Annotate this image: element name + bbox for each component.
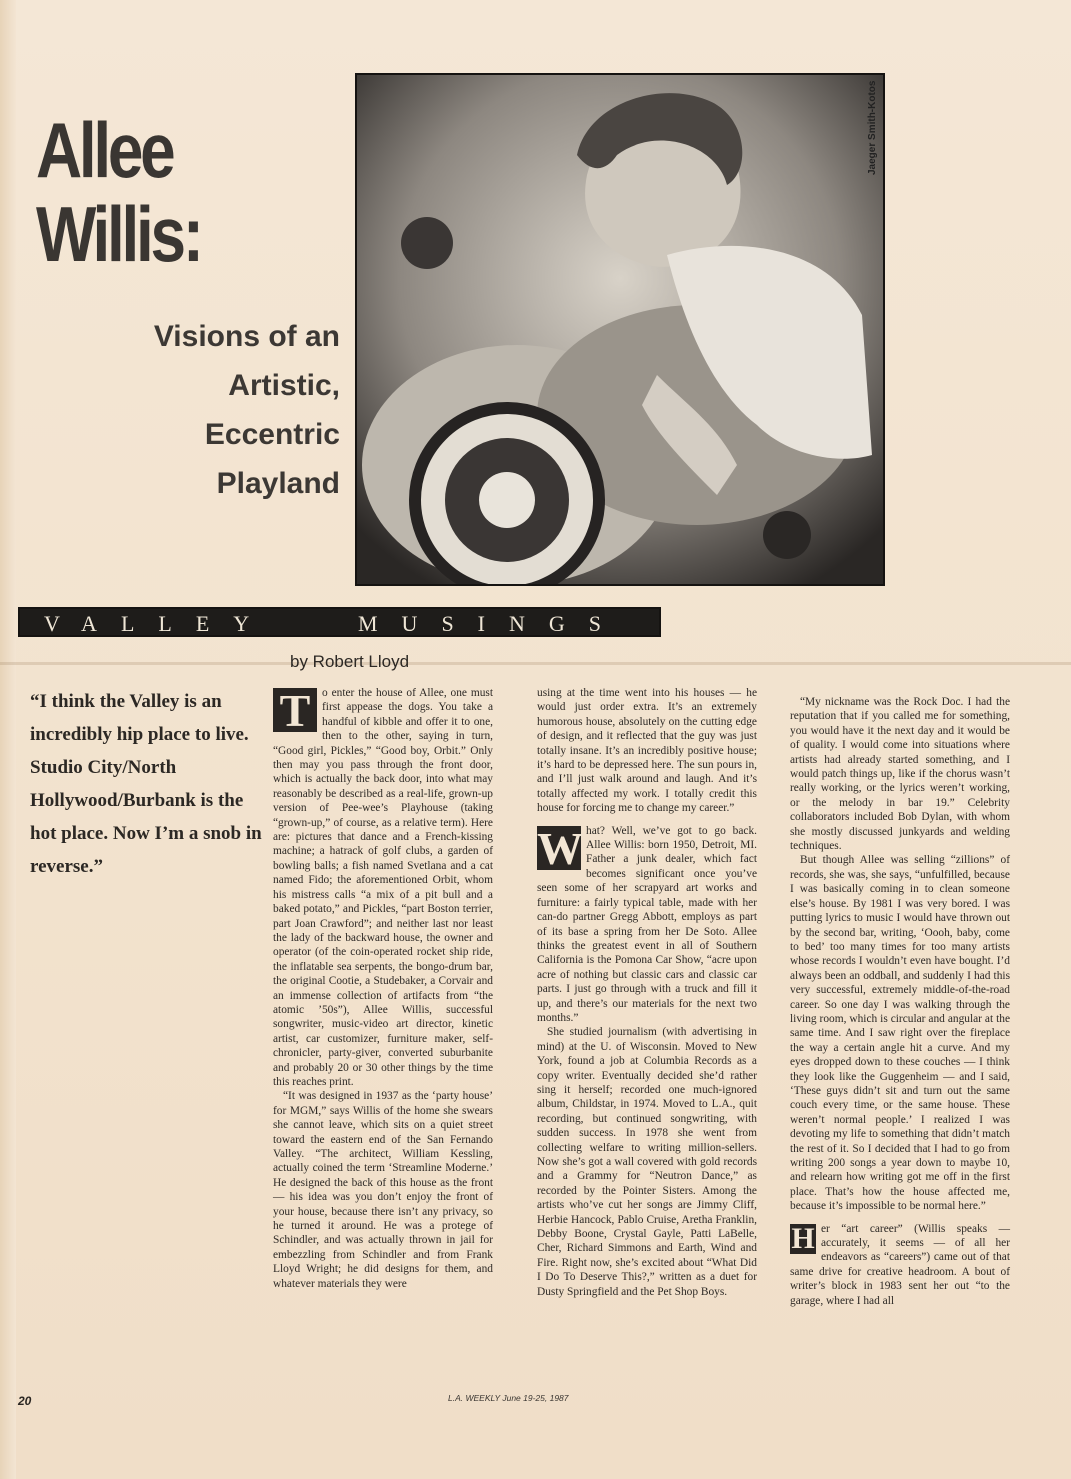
article-paragraph: She studied journalism (with advertising in mind) at the U. of Wisconsin. Moved to New York, found a job at Columbia Records as a copy writer. Eventually decided she’d rather sing it herself; recorded one much-ignored album, Childstar, in 1974. Moved to L.A., quit recording, but continued songwriting, with sudden success. In 1978 she went from collecting welfare to writing million-sellers. Now she’s got a wall covered with gold records and a Grammy for “Neutron Dance,” as recorded by the Pointer Sisters. Among the artists who’ve cut her songs are Jimmy Cliff, Herbie Hancock, Pablo Cruise, Aretha Franklin, Debby Boone, Crystal Gayle, Patti LaBelle, Cher, Richard Simmons and Earth, Wind and Fire. Right now, she’s excited about “What Did I Do To Deserve This?,” written as a duet for Dusty Springfield and the Pet Shop Boys.	[537, 1026, 757, 1298]
article-title: Allee Willis:	[36, 106, 201, 278]
article-paragraph: o enter the house of Allee, one must first appease the dogs. You take a handful of kibble and offer it to one, then to the other, saying in turn, “Good girl, Pickles,” “Good boy, Orbit.” Only then may you pass through the front door, which is actually the back door, into what may reasonably be described as a real-life, grown-up version of Pee-wee’s Playhouse (taking “grown-up,” of course, as a relative term). Here are: pictures that dance and a French-kissing machine; a hatrack of golf clubs, a garden of bowling balls; a fish named Svetlana and a cat named Fido; the aforementioned Orbit, whom his mistress calls “a mix of a pit bull and a baked potato,” and Pickles, “part Boston terrier, part Joan Crawford”; and neither last nor least the lady of the backward house, the owner and operator (of the coin-operated rocket ship ride, the inflatable sea serpents, the bongo-drum bar, the original Cootie, a Studebaker, a Corvair and an immense collection of artifacts from “the atomic ’50s”), Allee Willis, successful songwriter, music-video art director, kinetic artist, car customizer, furniture maker, self-chronicler, party-giver, converted suburbanite and probably 20 or 30 other things by the time this reaches print.	[273, 687, 493, 1088]
section-banner	[18, 607, 661, 637]
article-paragraph: But though Allee was selling “zillions” of records, she was, she says, “unfulfilled, because I was basically coming in to clean someone else’s house. By 1981 I was very bored. I was putting lyrics to music I would have thrown out by the second bar, writing, ‘Oooh, baby, come to bed’ too many times for too many artists whose records I wouldn’t even have bought. I’d always been an oddball, and suddenly I had this very successful, extremely middle-of-the-road career. So one day I was walking through the living room, which is circular and angular at the same time. And I saw right over the fireplace the way a certain angle hit a curve. And my eyes dropped down to these couches — I think they look like the Guggenheim — and I said, ‘These guys didn’t sit and turn out the same couch every time, or the same house. These weren’t normal people.’ I realized I was devoting my life to something that didn’t match the rest of it. So I decided that I had to go from writing 200 songs a year down to maybe 10, and relearn how writing got me off in the first place. That’s how the house affected me, because it’s impossible to be normal here.”	[790, 854, 1010, 1213]
page-number: 20	[18, 1394, 32, 1408]
page-fold	[0, 662, 1071, 665]
banner-word-valley: VALLEY	[44, 611, 274, 636]
page-edge	[0, 0, 16, 1479]
pull-quote: “I think the Valley is an incredibly hip place to live. Studio City/North Hollywood/Burbank is the hot place. Now I’m a snob in reverse.”	[30, 691, 262, 877]
article-subtitle: Visions of an Artistic, Eccentric Playland	[153, 320, 340, 500]
article-paragraph: er “art career” (Willis speaks — accurately, it seems — of all her endeavors as “careers”) came out of that same drive for creative headroom. A bout of writer’s block in 1983 sent her out “to the garage, where I had all	[790, 1222, 1010, 1307]
portrait-photo	[355, 73, 885, 586]
drop-cap: T	[273, 688, 317, 732]
article-column-2	[537, 686, 757, 1299]
article-paragraph: “It was designed in 1937 as the ‘party house’ for MGM,” says Willis of the home she swears she cannot leave, which sits on a quiet street toward the eastern end of the San Fernando Valley. “The architect, William Kessling, actually coined the term ‘Streamline Moderne.’ He designed the back of this house as the front — his idea was you don’t enjoy the front of your house, because there isn’t any privacy, so he turned it around. He was a protege of Schindler, and was actually thrown in jail for embezzling from Schindler and from Frank Lloyd Wright; he did designs for them, and whatever materials they were	[273, 1090, 493, 1290]
article-column-3	[790, 695, 1010, 1308]
article-paragraph: hat? Well, we’ve got to go back. Allee Willis: born 1950, Detroit, MI. Father a junk dealer, which fact becomes significant once you’ve seen some of her scrapyard art works and furniture: a fairly typical table, made with her can-do partner Gregg Abbott, employs as part of its base a spring from her De Soto. Allee thinks the greatest event in all of Southern California is the Pomona Car Show, “acre upon acre of nothing but classic cars and classic car parts. I just go through with a truck and fill it up, and there’s our materials for the next two months.”	[537, 824, 757, 1024]
publication-footer: L.A. WEEKLY June 19-25, 1987	[448, 1393, 569, 1403]
article-paragraph: “My nickname was the Rock Doc. I had the reputation that if you called me for something, you would have it the next day and it would be of quality. I would come into situations where artists had already started something, and I would patch things up, like if the chorus wasn’t really working, or the lyrics weren’t working, or the melody in bar 19.” Celebrity collaborators included Bob Dylan, with whom she mostly discussed junkyards and welding techniques.	[790, 696, 1010, 853]
article-paragraph: using at the time went into his houses — he would just order extra. It’s an extremely humorous house, absolutely on the cutting edge of design, and it reflected that the guy was just totally insane. It’s an incredibly positive house; it’s hard to be depressed here. The sun pours in, and I’ll just walk around and laugh. And it’s totally affected my work. I totally credit this house for forcing me to change my career.”	[537, 687, 757, 815]
banner-word-musings: MUSINGS	[358, 611, 626, 636]
byline: by Robert Lloyd	[290, 652, 410, 671]
drop-cap: H	[791, 1221, 815, 1255]
photo-credit: Jaeger Smith-Kotos	[867, 80, 878, 175]
drop-cap: W	[537, 822, 583, 874]
article-column-1	[273, 686, 493, 1291]
